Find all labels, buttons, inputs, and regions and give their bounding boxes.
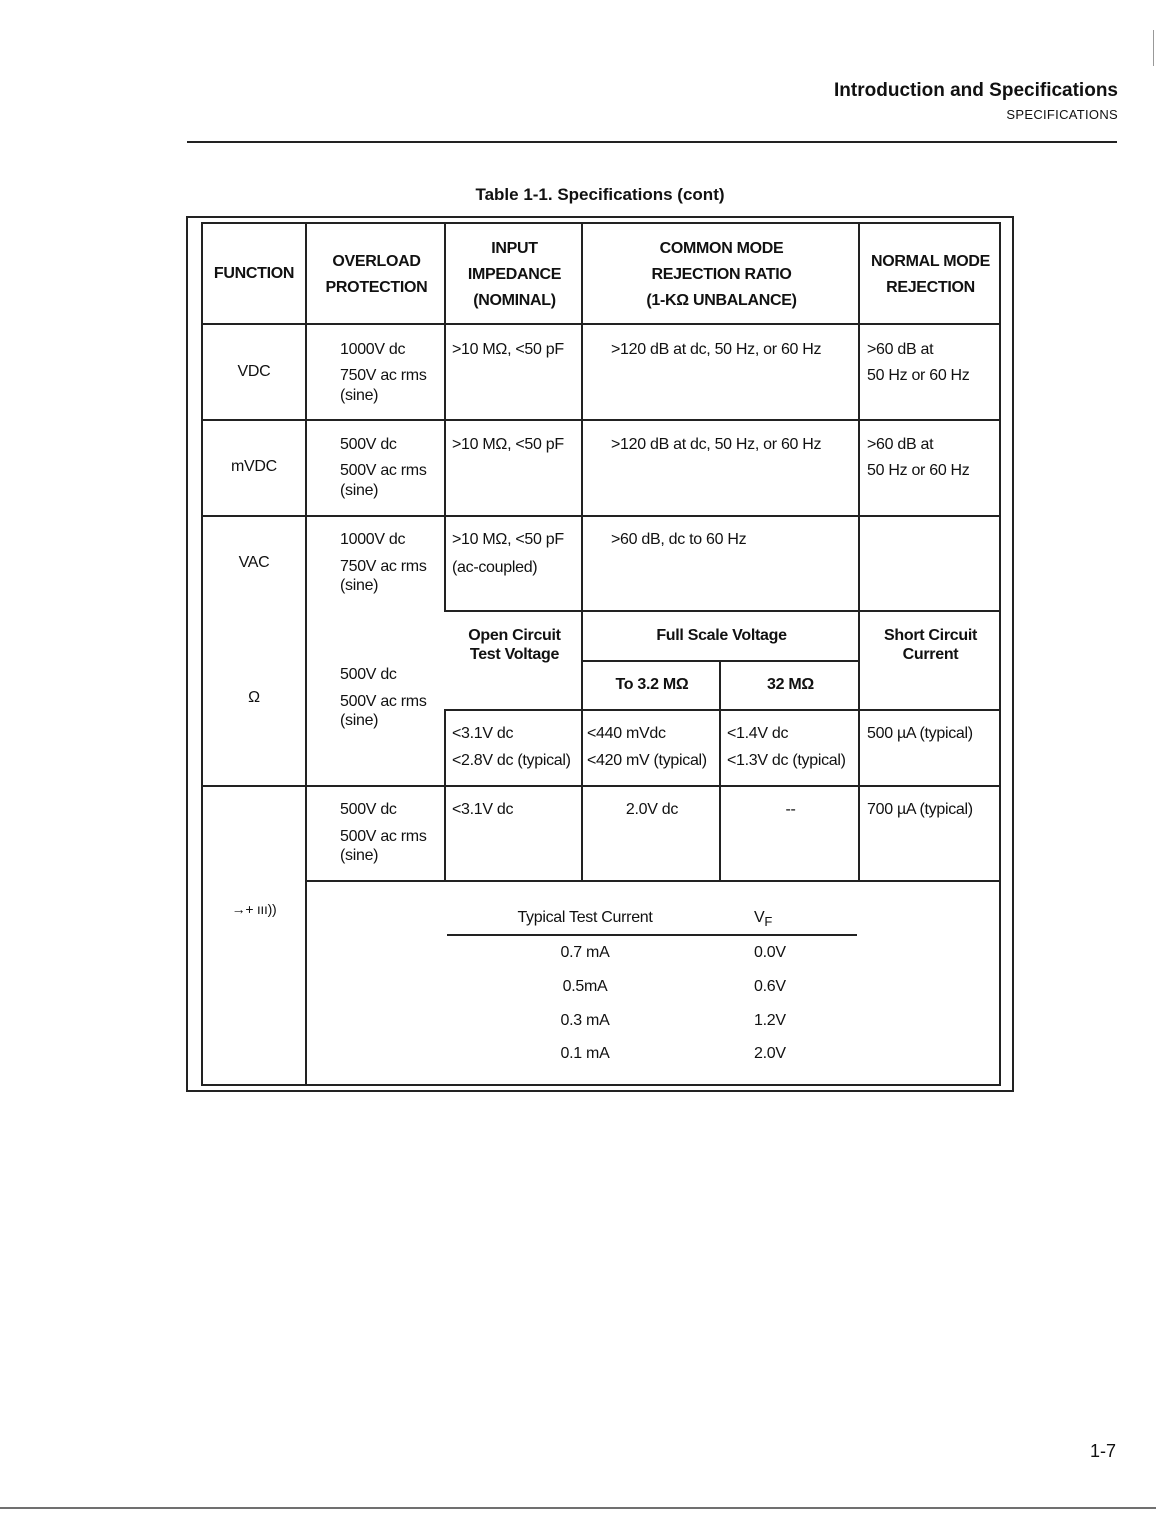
ohm-function: Ω [248,689,260,706]
ohm-range-2: 32 MΩ [767,676,814,693]
mvdc-function: mVDC [231,458,277,475]
header-nmr-2: REJECTION [886,279,975,296]
ohm-overload-2: 500V ac rms [340,693,427,710]
header-input-3: (NOMINAL) [473,292,556,309]
header-input-1: INPUT [491,240,538,257]
subtable-current-2: 0.5mA [562,978,608,995]
subtable-header-vf: $V_F$ [754,909,773,930]
ohm-short-circuit-header-2: Current [902,646,959,663]
ohm-fs2-1: <1.4V dc [727,725,789,742]
col-rule-overload-bottom [444,709,446,881]
vdc-overload-2: 750V ac rms [340,367,427,384]
subtable-current-3: 0.3 mA [560,1012,610,1029]
vac-function: VAC [238,554,270,571]
header-cmrr-3: (1-KΩ UNBALANCE) [646,292,797,309]
section-subtitle: SPECIFICATIONS [1006,107,1118,122]
vdc-function: VDC [237,363,271,380]
vdc-input: >10 MΩ, <50 pF [452,341,564,358]
ohm-short-circuit-header-1: Short Circuit [884,627,977,644]
mvdc-nmr-1: >60 dB at [867,436,934,453]
rule-diode-bottom [305,880,1001,882]
subtable-vf-4: 2.0V [754,1045,786,1062]
diode-overload-3: (sine) [340,847,379,864]
rule-mvdc-bottom [201,515,1001,517]
ohm-fs2-2: <1.3V dc (typical) [727,752,846,769]
diode-overload-2: 500V ac rms [340,828,427,845]
ohm-short-circuit: 500 µA (typical) [867,725,973,742]
subtable-vf-1: 0.0V [754,944,786,961]
header-overload-1: OVERLOAD [332,253,421,270]
ohm-fs1-1: <440 mVdc [587,725,666,742]
ohm-open-circuit-header-1: Open Circuit [468,627,561,644]
diode-continuity-icon: →+ ııı)) [231,901,277,917]
mvdc-cmrr: >120 dB at dc, 50 Hz, or 60 Hz [611,436,822,453]
ohm-full-scale-header: Full Scale Voltage [656,627,787,644]
vdc-overload-1: 1000V dc [340,341,406,358]
col-rule-input [581,222,583,881]
rule-ohm-header-bottom [444,709,1001,711]
mvdc-overload-2: 500V ac rms [340,462,427,479]
ohm-fs1-2: <420 mV (typical) [587,752,707,769]
scan-bottom-edge [0,1507,1156,1509]
rule-vac-bottom [444,610,1001,612]
mvdc-overload-1: 500V dc [340,436,397,453]
mvdc-input: >10 MΩ, <50 pF [452,436,564,453]
header-rule [187,141,1117,143]
ohm-overload-3: (sine) [340,712,379,729]
vac-overload-2: 750V ac rms [340,558,427,575]
vdc-overload-3: (sine) [340,387,379,404]
vdc-cmrr: >120 dB at dc, 50 Hz, or 60 Hz [611,341,822,358]
subtable-vf-3: 1.2V [754,1012,786,1029]
ohm-open-circuit-2: <2.8V dc (typical) [452,752,571,769]
page-number: 1-7 [1089,1441,1116,1461]
rule-vdc-bottom [201,419,1001,421]
scan-edge-mark [1153,30,1154,66]
subtable-header-current: Typical Test Current [517,909,653,926]
subtable-current-4: 0.1 mA [560,1045,610,1062]
vdc-nmr-2: 50 Hz or 60 Hz [867,367,970,384]
diode-open-circuit: <3.1V dc [452,801,514,818]
header-cmrr-1: COMMON MODE [659,240,784,257]
subtable-rule [447,934,857,936]
table-caption: Table 1-1. Specifications (cont) [475,185,725,204]
col-rule-function [305,222,307,1086]
vac-input-2: (ac-coupled) [452,559,538,576]
diode-fs2: -- [785,801,796,818]
ohm-range-1: To 3.2 MΩ [615,676,689,693]
vac-input-1: >10 MΩ, <50 pF [452,531,564,548]
section-title: Introduction and Specifications [834,80,1118,101]
header-input-2: IMPEDANCE [467,266,562,283]
ohm-open-circuit-1: <3.1V dc [452,725,514,742]
mvdc-overload-3: (sine) [340,482,379,499]
header-cmrr-2: REJECTION RATIO [651,266,792,283]
header-function: FUNCTION [213,265,295,282]
col-rule-cmrr [858,222,860,881]
vdc-nmr-1: >60 dB at [867,341,934,358]
vac-cmrr: >60 dB, dc to 60 Hz [611,531,747,548]
diode-short-circuit: 700 µA (typical) [867,801,973,818]
header-nmr-1: NORMAL MODE [870,253,991,270]
rule-header-bottom [201,323,1001,325]
ohm-open-circuit-header-2: Test Voltage [469,646,560,663]
vac-overload-3: (sine) [340,577,379,594]
rule-ohm-bottom [201,785,1001,787]
subtable-current-1: 0.7 mA [560,944,610,961]
mvdc-nmr-2: 50 Hz or 60 Hz [867,462,970,479]
header-overload-2: PROTECTION [325,279,428,296]
subtable-vf-2: 0.6V [754,978,786,995]
diode-overload-1: 500V dc [340,801,397,818]
diode-fs1: 2.0V dc [625,801,679,818]
ohm-overload-1: 500V dc [340,666,397,683]
vac-overload-1: 1000V dc [340,531,406,548]
